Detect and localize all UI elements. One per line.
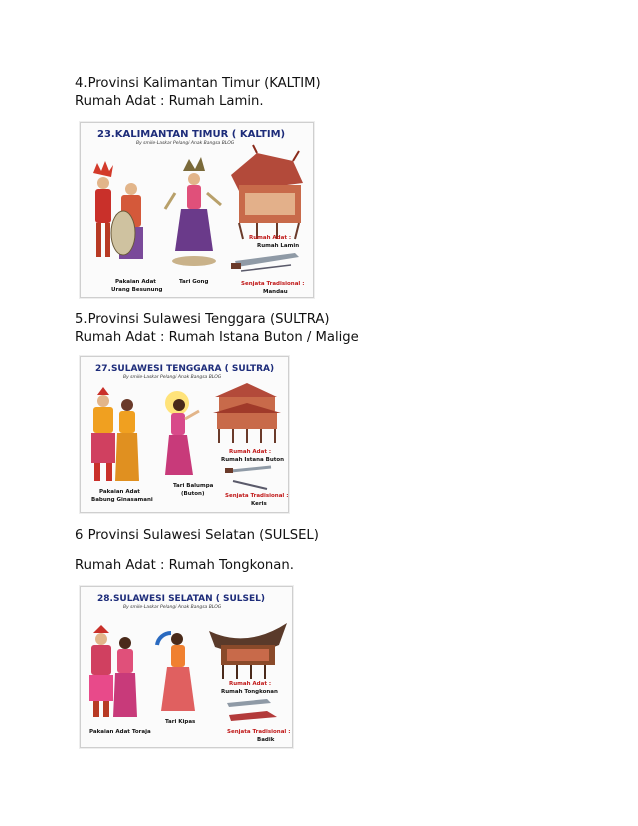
- weapon-caption-name: Mandau: [263, 289, 288, 295]
- house-caption-name: Rumah Lamin: [257, 243, 300, 249]
- costume-caption: Pakaian Adat Toraja: [89, 729, 151, 735]
- sultra-illustration: [80, 356, 289, 513]
- section-1-heading: 4.Provinsi Kalimantan Timur (KALTIM): [75, 76, 321, 91]
- house-caption-label: Rumah Adat :: [229, 449, 272, 455]
- dance-caption: Tari Kipas: [165, 719, 196, 725]
- dancer-illustration: [165, 391, 199, 475]
- rumah-tongkonan-illustration: [209, 623, 287, 679]
- kaltim-illustration: [80, 122, 314, 298]
- weapon-caption-label: Senjata Tradisional :: [227, 729, 291, 735]
- dancer-illustration: [165, 157, 221, 266]
- costume-figures-illustration: [89, 625, 137, 717]
- costume-caption-name: Urang Besunung: [111, 287, 163, 293]
- weapon-caption-name: Keris: [251, 501, 267, 507]
- weapon-caption-label: Senjata Tradisional :: [225, 493, 288, 499]
- weapon-caption-name: Badik: [257, 737, 275, 743]
- house-caption-label: Rumah Adat :: [249, 235, 292, 241]
- dance-caption-name: Tari Balumpa: [173, 483, 214, 489]
- card-title: 23.KALIMANTAN TIMUR ( KALTIM): [97, 129, 286, 140]
- section-3-house-line: Rumah Adat : Rumah Tongkonan.: [75, 558, 294, 573]
- badik-weapon-illustration: [227, 699, 277, 721]
- costume-figures-illustration: [91, 387, 139, 481]
- house-caption-name: Rumah Istana Buton: [221, 457, 285, 463]
- dancer-illustration: [157, 633, 195, 711]
- keris-weapon-illustration: [225, 467, 271, 489]
- mandau-weapon-illustration: [231, 253, 299, 271]
- dance-caption-region: (Buton): [181, 491, 205, 497]
- card-byline: By smile-Laskar Pelangi Anak Bangsa BLOG: [123, 605, 222, 610]
- section-3-heading: 6 Provinsi Sulawesi Selatan (SULSEL): [75, 528, 319, 543]
- section-2-heading: 5.Provinsi Sulawesi Tenggara (SULTRA): [75, 312, 330, 327]
- costume-caption-label: Pakaian Adat: [99, 489, 140, 495]
- house-caption-label: Rumah Adat :: [229, 681, 272, 687]
- costume-caption-label: Pakaian Adat: [115, 279, 156, 285]
- sulsel-illustration: [80, 586, 293, 748]
- rumah-lamin-illustration: [231, 145, 303, 239]
- card-title: 28.SULAWESI SELATAN ( SULSEL): [97, 594, 266, 604]
- weapon-caption-label: Senjata Tradisional :: [241, 281, 305, 287]
- rumah-istana-buton-illustration: [213, 383, 281, 443]
- costume-figures-illustration: [93, 161, 143, 259]
- costume-caption-name: Babung Ginasamani: [91, 497, 153, 503]
- card-byline: By smile-Laskar Pelangi Anak Bangsa BLOG: [136, 141, 235, 146]
- house-caption-name: Rumah Tongkonan: [221, 689, 278, 695]
- dance-caption: Tari Gong: [179, 279, 209, 285]
- section-1-house-line: Rumah Adat : Rumah Lamin.: [75, 94, 264, 109]
- section-2-house-line: Rumah Adat : Rumah Istana Buton / Malige: [75, 330, 359, 345]
- card-title: 27.SULAWESI TENGGARA ( SULTRA): [95, 364, 275, 374]
- card-byline: By smile-Laskar Pelangi Anak Bangsa BLOG: [123, 375, 222, 380]
